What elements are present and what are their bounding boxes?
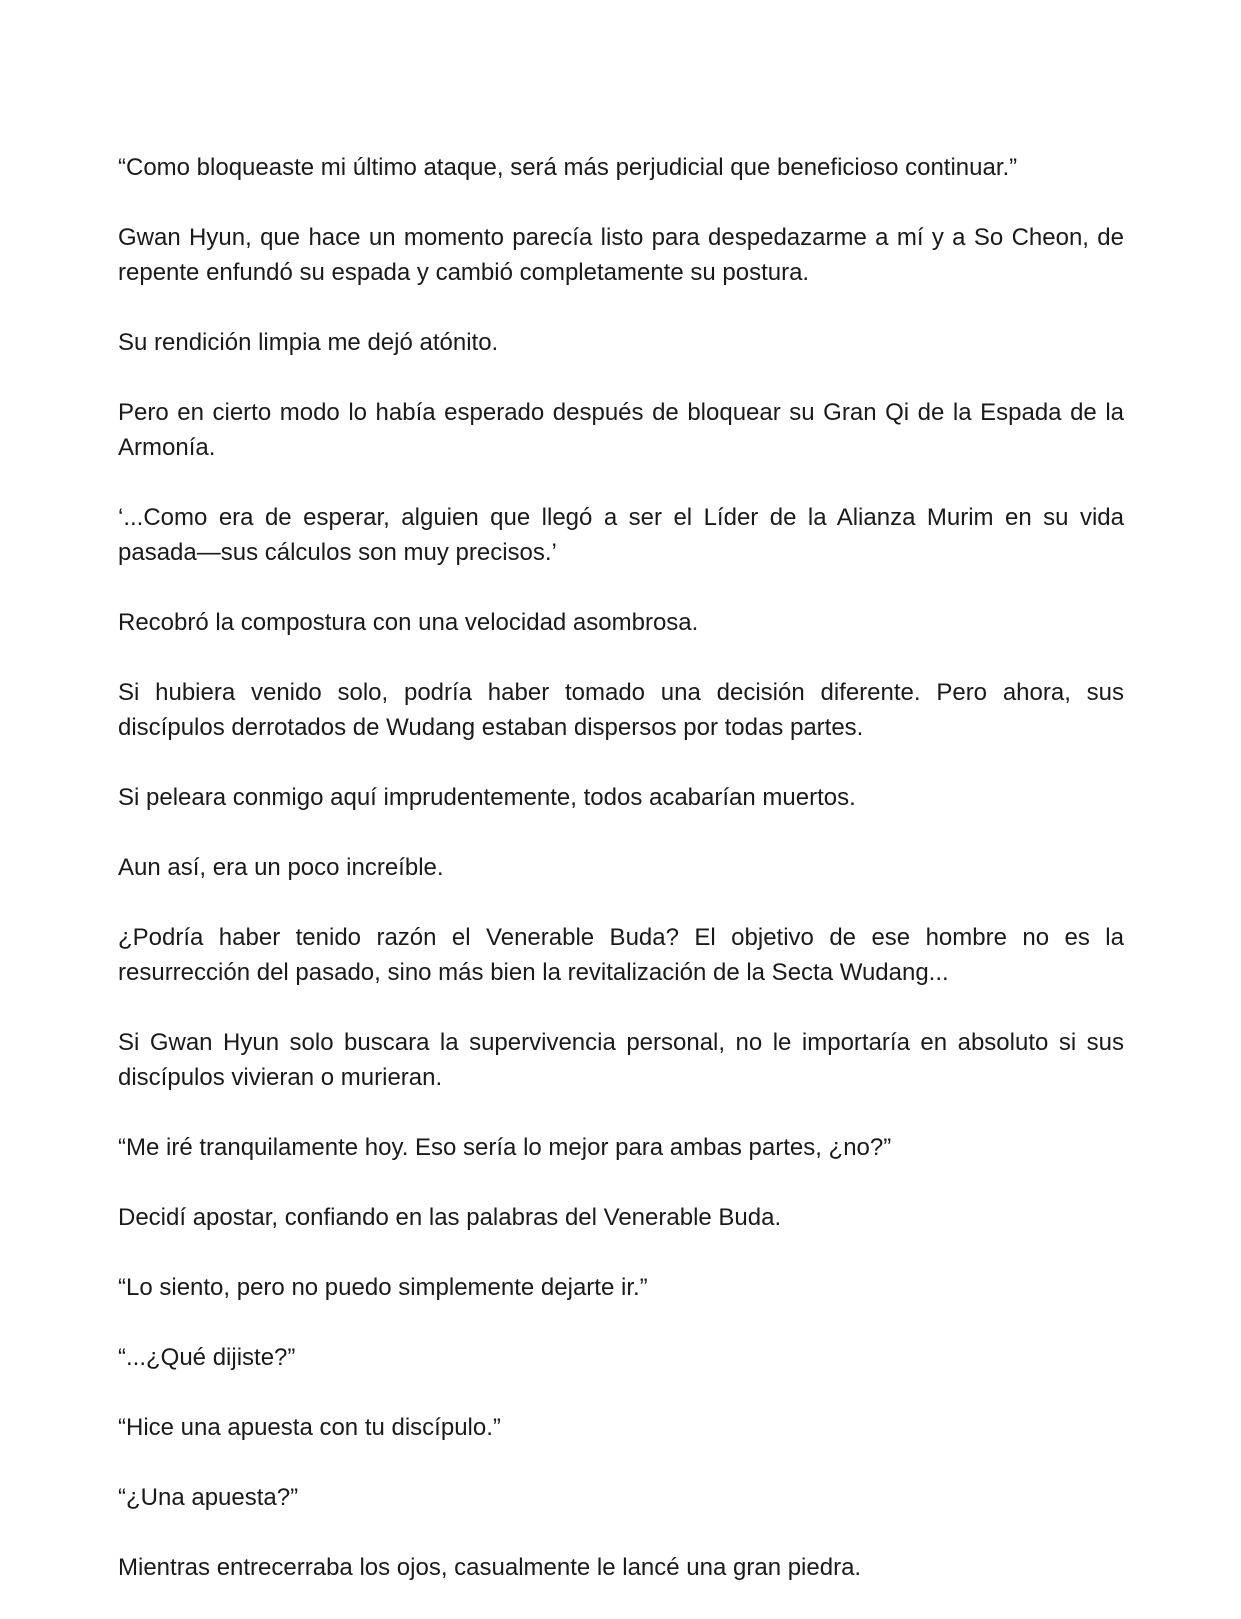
- paragraph-16: “Hice una apuesta con tu discípulo.”: [118, 1414, 501, 1441]
- paragraph-14: “Lo siento, pero no puedo simplemente dejarte ir.”: [118, 1274, 648, 1301]
- paragraph-5: ‘...Como era de esperar, alguien que llegó a ser el Líder de la Alianza Murim en su vida pasada—sus cálculos son muy precisos.’: [118, 504, 1124, 566]
- paragraph-7: Si hubiera venido solo, podría haber tomado una decisión diferente. Pero ahora, sus discípulos derrotados de Wudang estaban dispersos por todas partes.: [118, 679, 1124, 741]
- paragraph-13: Decidí apostar, confiando en las palabras del Venerable Buda.: [118, 1204, 782, 1231]
- paragraph-4: Pero en cierto modo lo había esperado después de bloquear su Gran Qi de la Espada de la Armonía.: [118, 399, 1124, 461]
- body-text: [118, 150, 1124, 1585]
- paragraph-1: “Como bloqueaste mi último ataque, será más perjudicial que beneficioso continuar.”: [118, 154, 1018, 181]
- paragraph-6: Recobró la compostura con una velocidad asombrosa.: [118, 609, 699, 636]
- paragraph-11: Si Gwan Hyun solo buscara la supervivencia personal, no le importaría en absoluto si sus discípulos vivieran o murieran.: [118, 1029, 1124, 1091]
- paragraph-12: “Me iré tranquilamente hoy. Eso sería lo mejor para ambas partes, ¿no?”: [118, 1134, 892, 1161]
- paragraph-3: Su rendición limpia me dejó atónito.: [118, 329, 499, 356]
- paragraph-17: “¿Una apuesta?”: [118, 1484, 299, 1511]
- paragraph-15: “...¿Qué dijiste?”: [118, 1344, 296, 1371]
- paragraph-9: Aun así, era un poco increíble.: [118, 854, 444, 881]
- paragraph-10: ¿Podría haber tenido razón el Venerable Buda? El objetivo de ese hombre no es la resurrección del pasado, sino más bien la revitalización de la Secta Wudang...: [118, 924, 1124, 986]
- paragraph-8: Si peleara conmigo aquí imprudentemente, todos acabarían muertos.: [118, 784, 856, 811]
- paragraph-2: Gwan Hyun, que hace un momento parecía listo para despedazarme a mí y a So Cheon, de repente enfundó su espada y cambió completamente su postura.: [118, 224, 1124, 286]
- paragraph-18: Mientras entrecerraba los ojos, casualmente le lancé una gran piedra.: [118, 1554, 862, 1581]
